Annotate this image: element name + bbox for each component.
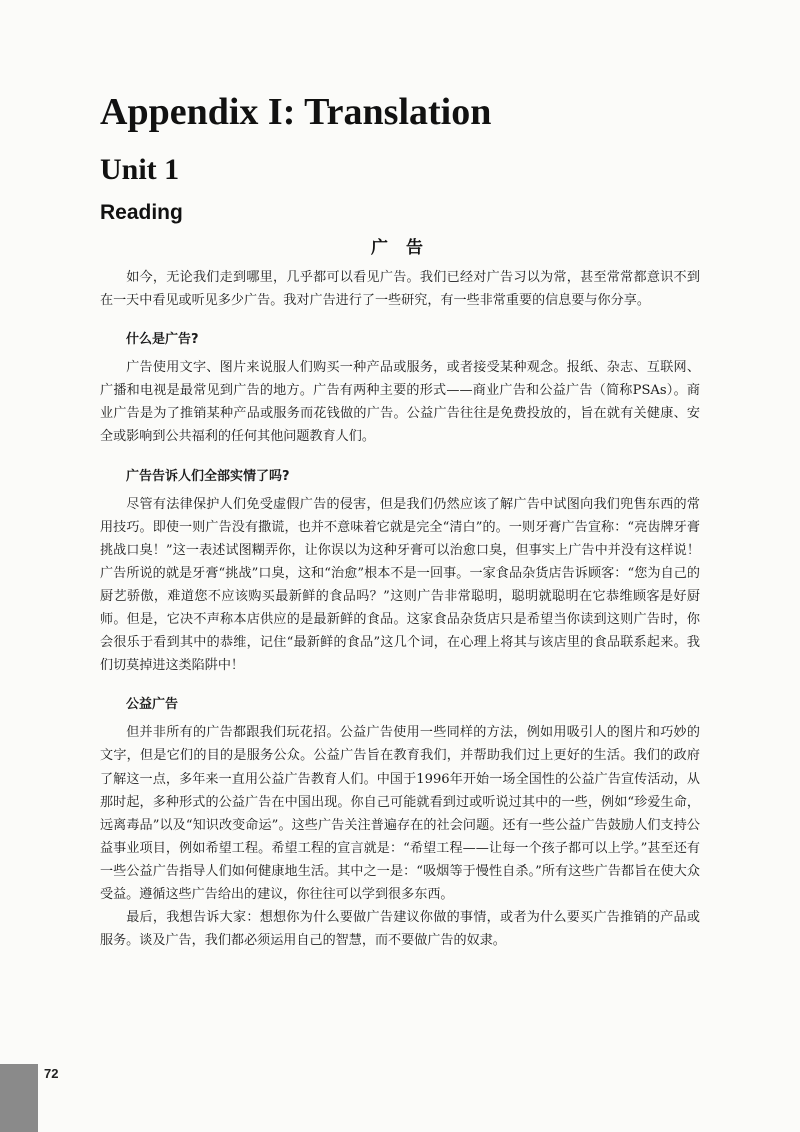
- paragraph: 尽管有法律保护人们免受虚假广告的侵害，但是我们仍然应该了解广告中试图向我们兜售东西的常用技巧。即使一则广告没有撒谎，也并不意味着它就是完全“清白”的。一则牙膏广告宣称：“亮齿牌牙膏挑战口臭！”这一表述试图糊弄你，让你误以为这种牙膏可以治愈口臭，但事实上广告中并没有这样说！广告所说的就是牙膏“挑战”口臭，这和“治愈”根本不是一回事。一家食品杂货店告诉顾客：“您为自己的厨艺骄傲，难道您不应该购买最新鲜的食品吗？”这则广告非常聪明，聪明就聪明在它恭维顾客是好厨师。但是，它决不声称本店供应的是最新鲜的食品。这家食品杂货店只是希望当你读到这则广告时，你会很乐于看到其中的恭维，记住“最新鲜的食品”这几个词，在心理上将其与该店里的食品联系起来。我们切莫掉进这类陷阱中！: [100, 496, 700, 674]
- section-heading-psa: 公益广告: [126, 697, 179, 713]
- article-body: [100, 266, 700, 952]
- article-title: 广 告: [371, 238, 429, 258]
- unit-title: Unit 1: [100, 153, 180, 186]
- page-edge-tab: [0, 1064, 38, 1132]
- paragraph: 广告使用文字、图片来说服人们购买一种产品或服务，或者接受某种观念。报纸、杂志、互联网、广播和电视是最常见到广告的地方。广告有两种主要的形式——商业广告和公益广告（简称PSAs）。商业广告是为了推销某种产品或服务而花钱做的广告。公益广告往往是免费投放的，旨在就有关健康、安全或影响到公共福利的任何其他问题教育人们。: [100, 360, 700, 445]
- page-number: 72: [44, 1066, 59, 1081]
- section-heading-what-is-advertising: 什么是广告?: [126, 332, 199, 348]
- paragraph: 最后，我想告诉大家：想想你为什么要做广告建议你做的事情，或者为什么要买广告推销的产品或服务。谈及广告，我们都必须运用自己的智慧，而不要做广告的奴隶。: [100, 910, 700, 949]
- section-heading-whole-truth: 广告告诉人们全部实情了吗?: [126, 468, 290, 484]
- intro-paragraph: 如今，无论我们走到哪里，几乎都可以看见广告。我们已经对广告习以为常，甚至常常都意识不到在一天中看见或听见多少广告。我对广告进行了一些研究，有一些非常重要的信息要与你分享。: [100, 270, 700, 309]
- paragraph: 但并非所有的广告都跟我们玩花招。公益广告使用一些同样的方法，例如用吸引人的图片和巧妙的文字，但是它们的目的是服务公众。公益广告旨在教育我们，并帮助我们过上更好的生活。我们的政府了解这一点，多年来一直用公益广告教育人们。中国于1996年开始一场全国性的公益广告宣传活动，从那时起，多种形式的公益广告在中国出现。你自己可能就看到过或听说过其中的一些，例如“珍爱生命，远离毒品”以及“知识改变命运”。这些广告关注普遍存在的社会问题。还有一些公益广告鼓励人们支持公益事业项目，例如希望工程。希望工程的宣言就是：“希望工程——让每一个孩子都可以上学。”甚至还有一些公益广告指导人们如何健康地生活。其中之一是：“吸烟等于慢性自杀。”所有这些广告都旨在使大众受益。遵循这些广告给出的建议，你往往可以学到很多东西。: [100, 725, 700, 902]
- section-title: Reading: [100, 201, 183, 224]
- appendix-title: Appendix I: Translation: [100, 91, 492, 133]
